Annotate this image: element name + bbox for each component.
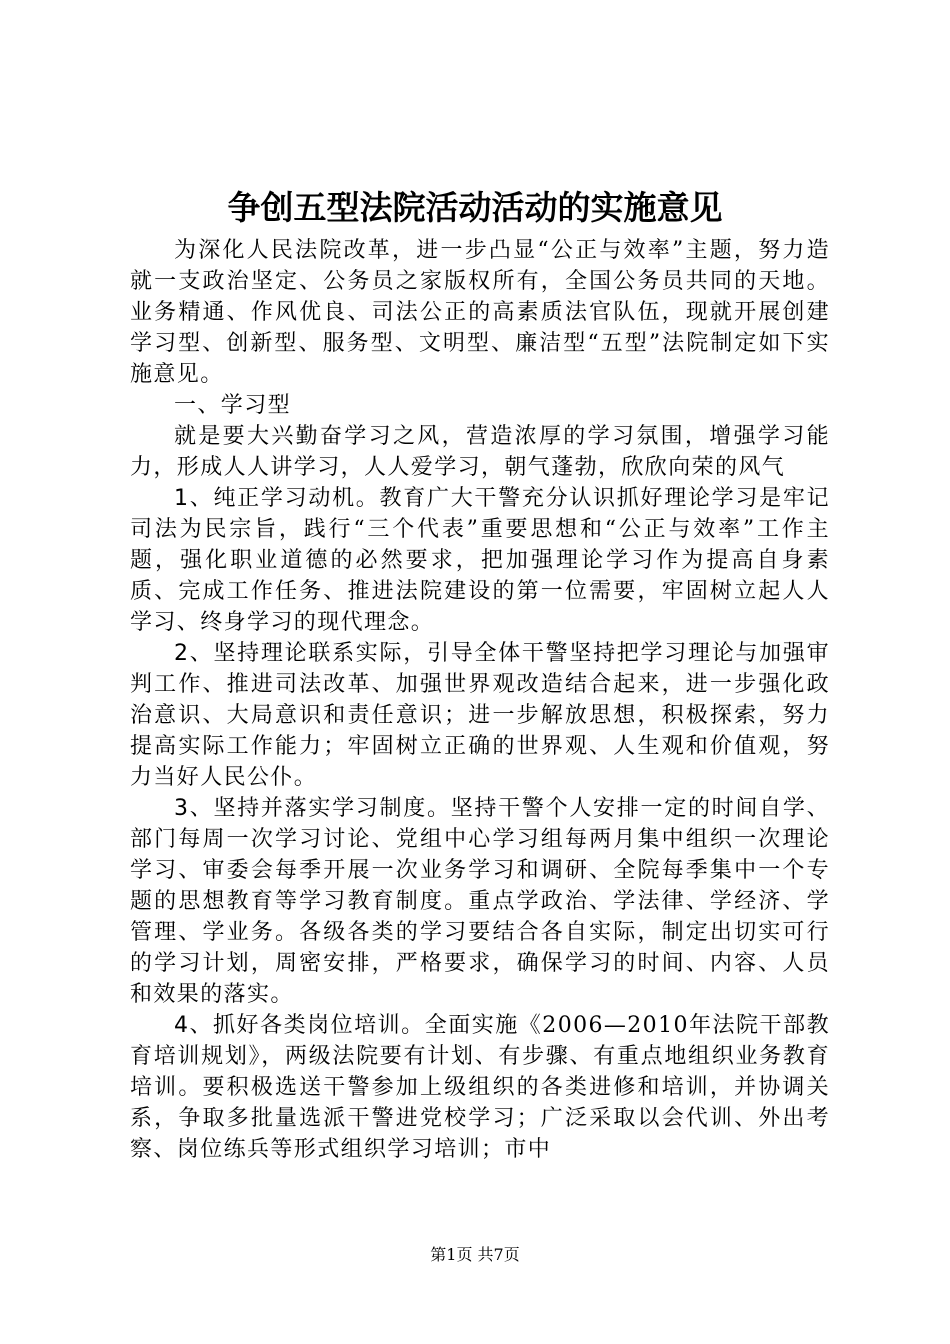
item-4-lead: 4、抓好各类岗位培训。 <box>174 1013 425 1038</box>
item-3-paragraph <box>130 793 830 1010</box>
section-intro-paragraph: 就是要大兴勤奋学习之风，营造浓厚的学习氛围，增强学习能力，形成人人讲学习，人人爱学习，朝气蓬勃，欣欣向荣的风气 <box>130 424 830 480</box>
item-3-lead: 3、坚持并落实学习制度。 <box>174 796 451 821</box>
item-1-paragraph <box>130 483 830 638</box>
item-1-lead: 1、纯正学习动机。 <box>174 486 380 511</box>
item-2-paragraph: 2、坚持理论联系实际，引导全体干警坚持把学习理论与加强审判工作、推进司法改革、加强世界观改造结合起来，进一步强化政治意识、大局意识和责任意识；进一步解放思想，积极探索，努力提高实际工作能力；牢固树立正确的世界观、人生观和价值观，努力当好人民公仆。 <box>130 641 830 790</box>
document-title: 争创五型法院活动活动的实施意见 <box>227 188 723 227</box>
intro-paragraph: 为深化人民法院改革，进一步凸显“公正与效率”主题，努力造就一支政治坚定、公务员之家版权所有，全国公务员共同的天地。业务精通、作风优良、司法公正的高素质法官队伍，现就开展创建学习型、创新型、服务型、文明型、廉洁型“五型”法院制定如下实施意见。 <box>130 238 830 387</box>
page-number-footer: 第1页 共7页 <box>430 1245 520 1264</box>
item-4-text: 全面实施《2006—2010年法院干部教育培训规划》，两级法院要有计划、有步骤、有重点地组织业务教育培训。要积极选送干警参加上级组织的各类进修和培训，并协调关系，争取多批量选派干警进党校学习；广泛采取以会代训、外出考察、岗位练兵等形式组织学习培训；市中 <box>130 1013 830 1162</box>
item-4-paragraph <box>130 1010 830 1165</box>
item-1-text: 教育广大干警充分认识抓好理论学习是牢记司法为民宗旨，践行“三个代表”重要思想和“公正与效率”工作主题，强化职业道德的必然要求，把加强理论学习作为提高自身素质、完成工作任务、推进法院建设的第一位需要，牢固树立起人人学习、终身学习的现代理念。 <box>130 486 830 635</box>
item-3-text: 坚持干警个人安排一定的时间自学、部门每周一次学习讨论、党组中心学习组每两月集中组织一次理论学习、审委会每季开展一次业务学习和调研、全院每季集中一个专题的思想教育等学习教育制度。重点学政治、学法律、学经济、学管理、学业务。各级各类的学习要结合各自实际，制定出切实可行的学习计划，周密安排，严格要求，确保学习的时间、内容、人员和效果的落实。 <box>130 796 830 1007</box>
section-heading-learning: 一、学习型 <box>174 393 292 418</box>
document-body <box>130 235 830 1165</box>
